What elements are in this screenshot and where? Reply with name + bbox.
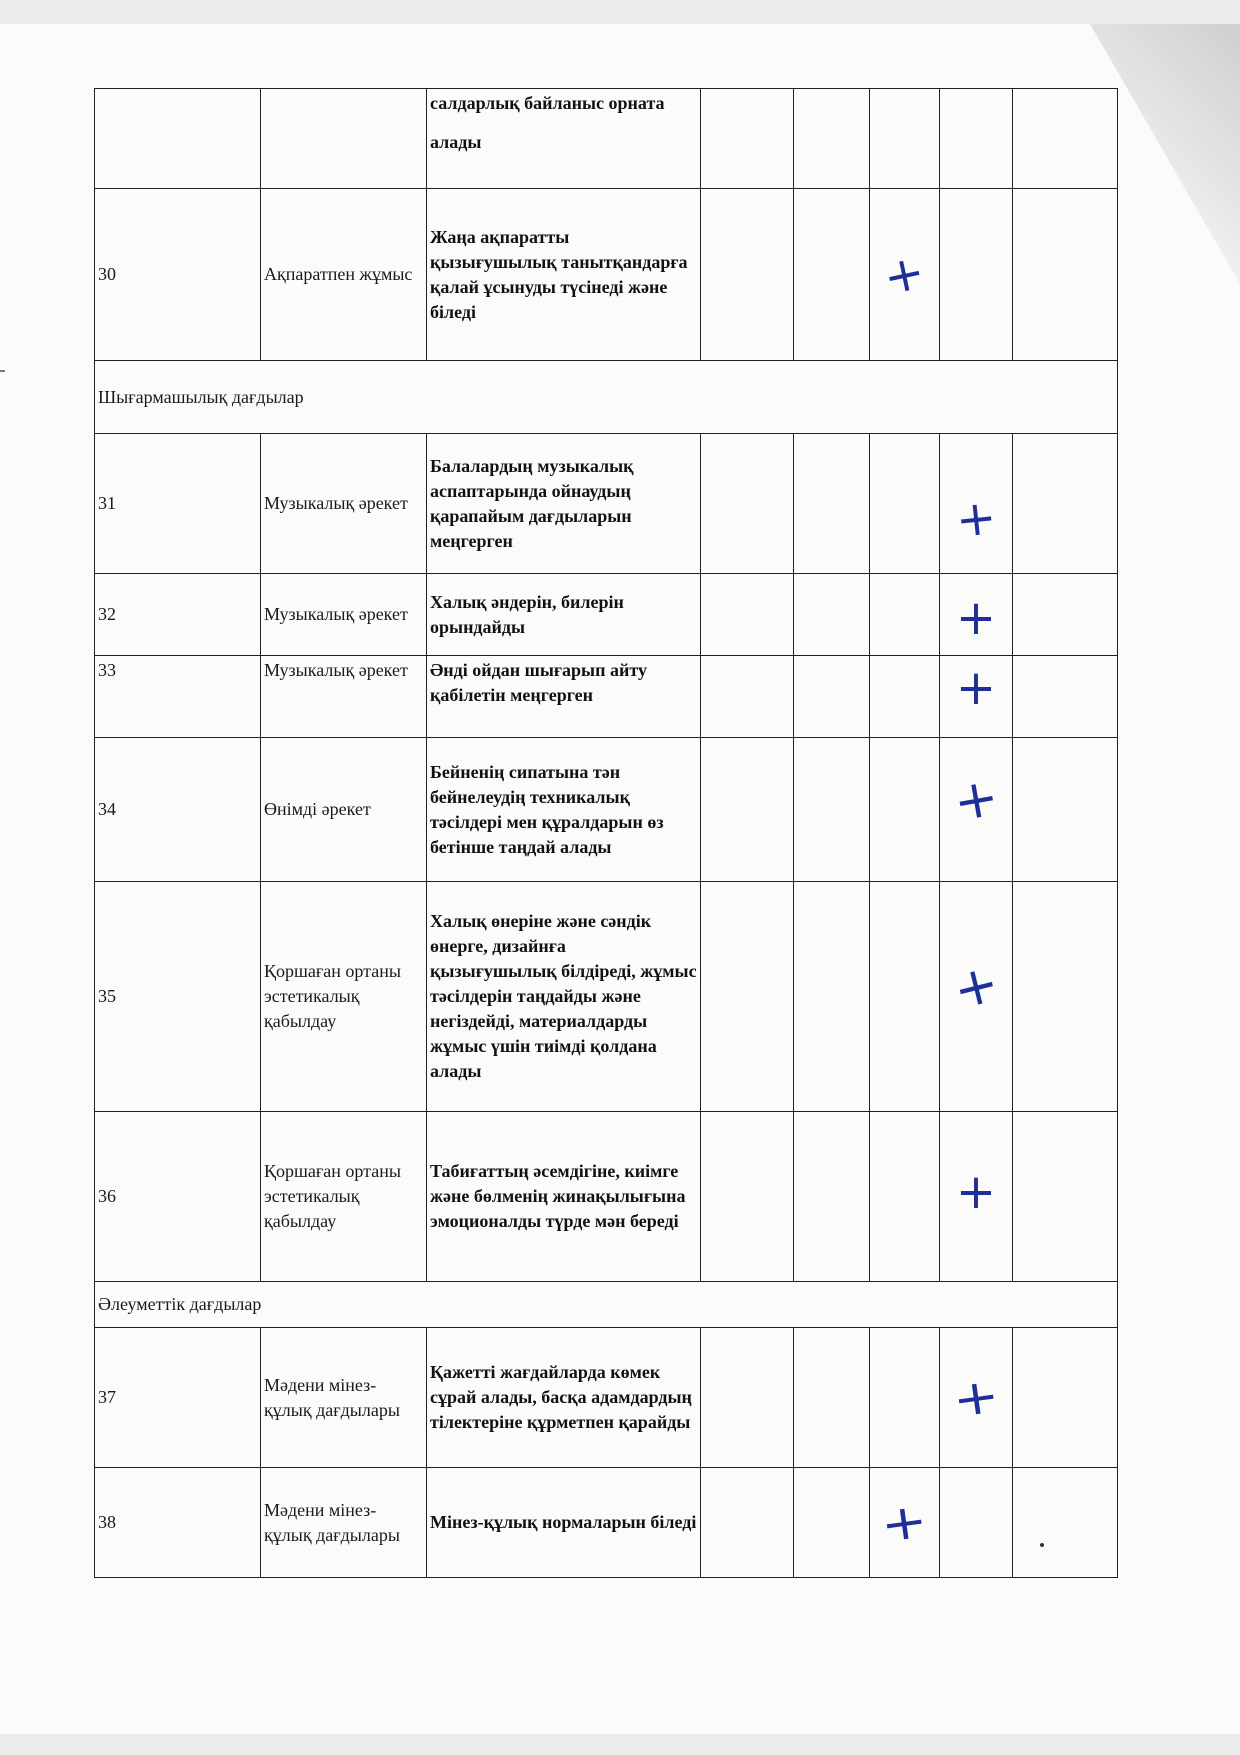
criterion-cell — [427, 89, 701, 189]
level-cell — [1013, 1112, 1118, 1282]
level-cell — [870, 1468, 940, 1578]
level-cell — [1013, 1468, 1118, 1578]
criterion-cell: Қажетті жағдайларда көмек сұрай алады, басқа адамдардың тілектеріне құрметпен қарайды — [427, 1328, 701, 1468]
plus-mark: + — [949, 1366, 1003, 1429]
table-row — [95, 882, 1118, 1112]
plus-mark: + — [953, 488, 999, 549]
level-cell — [870, 189, 940, 361]
criterion-cell: Жаңа ақпаратты қызығушылық танытқандарға қалай ұсынуды түсінеді және біледі — [427, 189, 701, 361]
area-cell — [261, 89, 427, 189]
criterion-line: алады — [430, 132, 482, 152]
level-cell — [870, 738, 940, 882]
level-cell — [1013, 738, 1118, 882]
plus-mark: + — [955, 1163, 997, 1220]
table-row — [95, 189, 1118, 361]
level-cell — [1013, 1328, 1118, 1468]
margin-mark — [0, 370, 5, 372]
level-cell — [870, 574, 940, 656]
level-cell — [940, 574, 1013, 656]
empty-cell — [701, 1328, 794, 1468]
level-cell — [870, 882, 940, 1112]
empty-cell — [701, 189, 794, 361]
plus-mark: + — [955, 589, 997, 646]
section-heading: Шығармашылық дағдылар — [95, 361, 1118, 434]
level-cell — [940, 89, 1013, 189]
criterion-cell: Балалардың музыкалық аспаптарында ойнаудың қарапайым дағдыларын меңгерген — [427, 434, 701, 574]
level-cell — [1013, 434, 1118, 574]
level-cell — [870, 434, 940, 574]
table-row — [95, 89, 1118, 189]
criterion-cell: Бейненің сипатына тән бейнелеудің техникалық тәсілдері мен құралдарын өз бетінше таңдай алады — [427, 738, 701, 882]
level-cell — [940, 738, 1013, 882]
area-cell: Қоршаған ортаны эстетикалық қабылдау — [261, 882, 427, 1112]
empty-cell — [794, 882, 870, 1112]
empty-cell — [701, 1112, 794, 1282]
empty-cell — [701, 1468, 794, 1578]
table-row — [95, 1328, 1118, 1468]
level-cell — [940, 882, 1013, 1112]
empty-cell — [794, 434, 870, 574]
row-number: 34 — [95, 738, 261, 882]
level-cell — [870, 1328, 940, 1468]
level-cell — [1013, 882, 1118, 1112]
row-number: 30 — [95, 189, 261, 361]
table-row — [95, 656, 1118, 738]
row-number: 35 — [95, 882, 261, 1112]
plus-mark: + — [877, 1491, 932, 1554]
empty-cell — [701, 434, 794, 574]
level-cell — [1013, 574, 1118, 656]
area-cell: Мәдени мінез-құлық дағдылары — [261, 1468, 427, 1578]
empty-cell — [794, 574, 870, 656]
table-row — [95, 1468, 1118, 1578]
criterion-cell: Әнді ойдан шығарып айту қабілетін меңгерген — [427, 656, 701, 738]
row-number — [95, 89, 261, 189]
row-number: 36 — [95, 1112, 261, 1282]
table-row — [95, 738, 1118, 882]
level-cell — [1013, 89, 1118, 189]
level-cell — [870, 89, 940, 189]
section-row — [95, 361, 1118, 434]
level-cell — [940, 1112, 1013, 1282]
empty-cell — [701, 882, 794, 1112]
empty-cell — [701, 656, 794, 738]
table-row — [95, 1112, 1118, 1282]
table-row — [95, 574, 1118, 656]
plus-mark: + — [955, 659, 997, 716]
row-number: 37 — [95, 1328, 261, 1468]
area-cell: Музыкалық әрекет — [261, 656, 427, 738]
criterion-cell: Мінез-құлық нормаларын біледі — [427, 1468, 701, 1578]
empty-cell — [701, 738, 794, 882]
level-cell — [940, 434, 1013, 574]
empty-cell — [794, 189, 870, 361]
assessment-table — [94, 88, 1118, 1578]
empty-cell — [794, 1112, 870, 1282]
row-number: 32 — [95, 574, 261, 656]
empty-cell — [794, 89, 870, 189]
area-cell: Қоршаған ортаны эстетикалық қабылдау — [261, 1112, 427, 1282]
area-cell: Музыкалық әрекет — [261, 574, 427, 656]
level-cell — [940, 656, 1013, 738]
level-cell — [870, 1112, 940, 1282]
level-cell — [1013, 189, 1118, 361]
empty-cell — [701, 89, 794, 189]
level-cell — [870, 656, 940, 738]
empty-cell — [794, 656, 870, 738]
criterion-line: салдарлық байланыс орната — [430, 93, 665, 113]
row-number: 31 — [95, 434, 261, 574]
empty-cell — [794, 1468, 870, 1578]
row-number: 38 — [95, 1468, 261, 1578]
plus-mark: + — [879, 242, 930, 307]
empty-cell — [794, 738, 870, 882]
row-number: 33 — [95, 656, 261, 738]
ink-dot — [1040, 1543, 1044, 1547]
criterion-cell: Халық әндерін, билерін орындайды — [427, 574, 701, 656]
empty-cell — [794, 1328, 870, 1468]
level-cell — [1013, 656, 1118, 738]
level-cell — [940, 1468, 1013, 1578]
empty-cell — [701, 574, 794, 656]
scan-border — [0, 1734, 1240, 1755]
area-cell: Өнімді әрекет — [261, 738, 427, 882]
section-heading: Әлеуметтік дағдылар — [95, 1282, 1118, 1328]
area-cell: Мәдени мінез-құлық дағдылары — [261, 1328, 427, 1468]
level-cell — [940, 1328, 1013, 1468]
table-row — [95, 434, 1118, 574]
area-cell: Ақпаратпен жұмыс — [261, 189, 427, 361]
area-cell: Музыкалық әрекет — [261, 434, 427, 574]
criterion-cell: Халық өнеріне және сәндік өнерге, дизайнға қызығушылық білдіреді, жұмыс тәсілдерін таңдайды және негіздейді, материалдарды жұмыс үшін тиімді қолдана алады — [427, 882, 701, 1112]
criterion-cell: Табиғаттың әсемдігіне, киімге және бөлменің жинақылығына эмоционалды түрде мән береді — [427, 1112, 701, 1282]
section-row — [95, 1282, 1118, 1328]
plus-mark: + — [948, 765, 1004, 834]
plus-mark: + — [947, 951, 1005, 1022]
level-cell — [940, 189, 1013, 361]
